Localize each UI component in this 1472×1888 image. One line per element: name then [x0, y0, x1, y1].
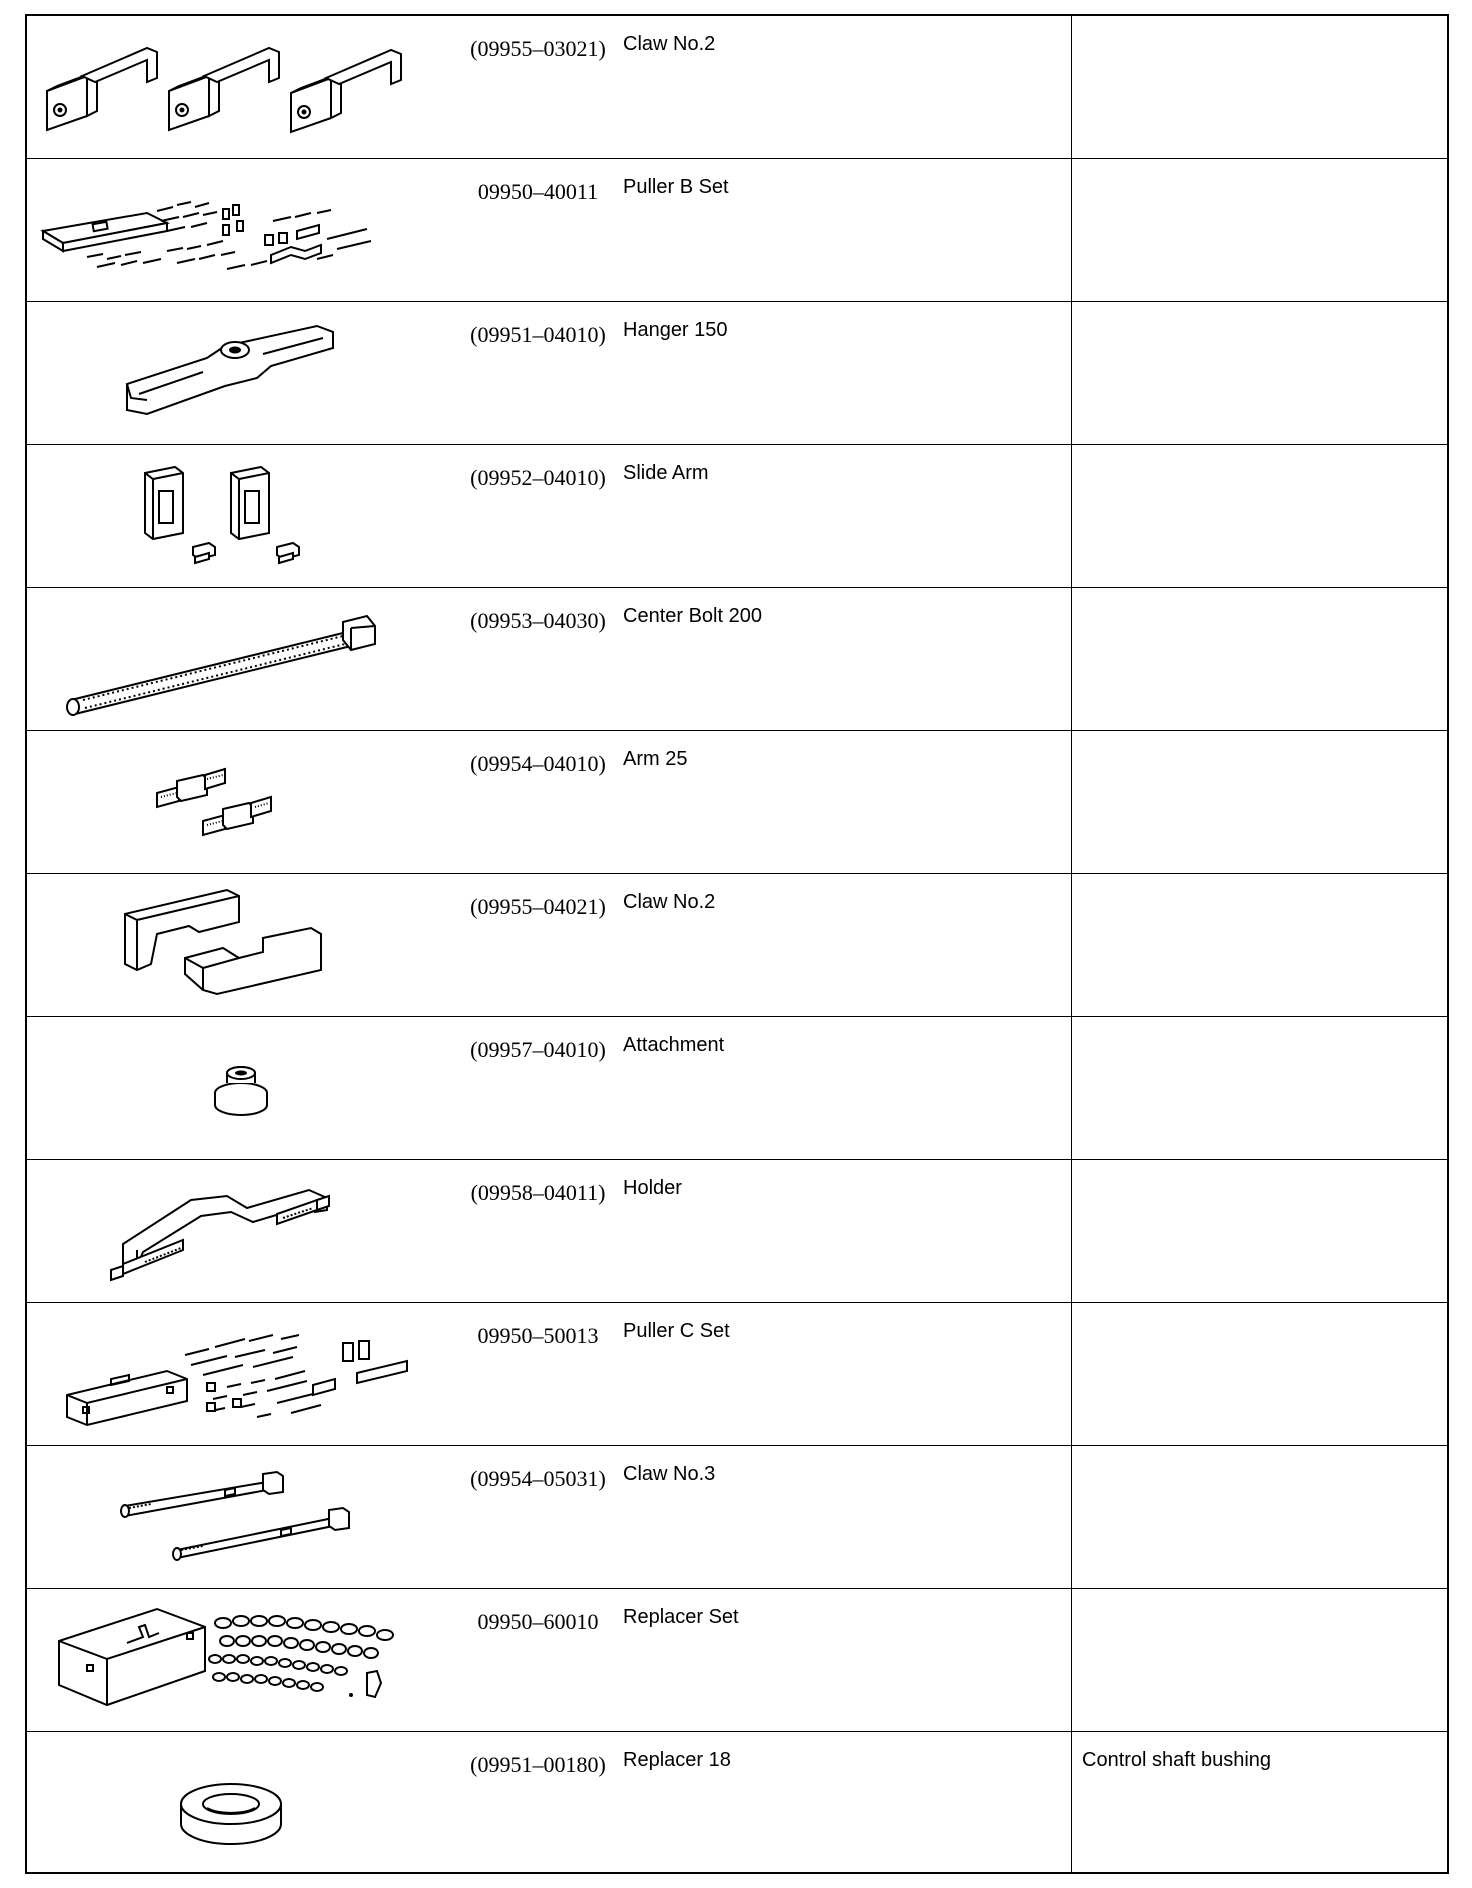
tool-name: Puller B Set	[623, 176, 729, 198]
note-cell	[1071, 1732, 1447, 1872]
tool-name: Holder	[623, 1177, 682, 1199]
table-row	[27, 1017, 1447, 1160]
tool-name: Slide Arm	[623, 462, 709, 484]
part-number: (09951–00180)	[470, 1752, 606, 1777]
part-number: 09950–50013	[477, 1323, 599, 1348]
hanger-icon	[27, 302, 427, 444]
note-cell	[1071, 731, 1447, 873]
table-row	[27, 1589, 1447, 1732]
part-number: (09955–04021)	[470, 894, 606, 919]
part-number: (09954–05031)	[470, 1466, 606, 1491]
tool-illustration-cell	[27, 1446, 427, 1588]
part-number: (09957–04010)	[470, 1037, 606, 1062]
tool-name: Replacer 18	[623, 1749, 731, 1771]
table-row	[27, 302, 1447, 445]
special-service-tools-table	[25, 14, 1449, 1874]
part-number: 09950–60010	[477, 1609, 599, 1634]
note-cell	[1071, 1303, 1447, 1445]
note-cell	[1071, 302, 1447, 444]
note-cell	[1071, 1160, 1447, 1302]
tool-illustration-cell	[27, 1160, 427, 1302]
replacer-icon	[27, 1732, 427, 1874]
part-number: (09953–04030)	[470, 608, 606, 633]
table-row	[27, 731, 1447, 874]
table-row	[27, 1303, 1447, 1446]
table-row	[27, 1446, 1447, 1589]
holder-icon	[27, 1160, 427, 1302]
claw-no2-icon	[27, 16, 427, 158]
tool-illustration-cell	[27, 874, 427, 1016]
center-bolt-icon	[27, 588, 427, 730]
tool-illustration-cell	[27, 731, 427, 873]
table-row	[27, 1160, 1447, 1303]
tool-illustration-cell	[27, 445, 427, 587]
attachment-icon	[27, 1017, 427, 1159]
part-number: (09952–04010)	[470, 465, 606, 490]
tool-name: Replacer Set	[623, 1606, 739, 1628]
part-number: (09954–04010)	[470, 751, 606, 776]
tool-name: Attachment	[623, 1034, 725, 1056]
note-cell	[1071, 16, 1447, 158]
tool-illustration-cell	[27, 1732, 427, 1872]
tool-illustration-cell	[27, 159, 427, 301]
note-cell	[1071, 588, 1447, 730]
table-row	[27, 159, 1447, 302]
tool-name: Claw No.2	[623, 33, 716, 55]
tool-illustration-cell	[27, 302, 427, 444]
note-cell	[1071, 445, 1447, 587]
claw-icon	[27, 874, 427, 1016]
part-number: (09955–03021)	[470, 36, 606, 61]
puller-b-set-icon	[27, 159, 427, 301]
tool-note: Control shaft bushing	[1082, 1749, 1272, 1771]
part-number: (09958–04011)	[470, 1180, 606, 1205]
tool-name: Claw No.3	[623, 1463, 716, 1485]
note-cell	[1071, 1017, 1447, 1159]
note-cell	[1071, 159, 1447, 301]
tool-name: Center Bolt 200	[623, 605, 762, 627]
tool-name: Hanger 150	[623, 319, 728, 341]
claw-no3-icon	[27, 1446, 427, 1588]
tool-name: Puller C Set	[623, 1320, 730, 1342]
note-cell	[1071, 874, 1447, 1016]
tool-illustration-cell	[27, 1589, 427, 1731]
tool-illustration-cell	[27, 16, 427, 158]
arm-icon	[27, 731, 427, 873]
tool-name: Claw No.2	[623, 891, 716, 913]
replacer-set-icon	[27, 1589, 427, 1731]
tool-illustration-cell	[27, 1303, 427, 1445]
tool-name: Arm 25	[623, 748, 688, 770]
slide-arm-icon	[27, 445, 427, 587]
puller-c-set-icon	[27, 1303, 427, 1445]
note-cell	[1071, 1589, 1447, 1731]
tool-illustration-cell	[27, 588, 427, 730]
note-cell	[1071, 1446, 1447, 1588]
table-row	[27, 445, 1447, 588]
table-row	[27, 1732, 1447, 1872]
part-number: 09950–40011	[477, 179, 599, 204]
table-row	[27, 588, 1447, 731]
table-row	[27, 16, 1447, 159]
part-number: (09951–04010)	[470, 322, 606, 347]
table-row	[27, 874, 1447, 1017]
tool-illustration-cell	[27, 1017, 427, 1159]
